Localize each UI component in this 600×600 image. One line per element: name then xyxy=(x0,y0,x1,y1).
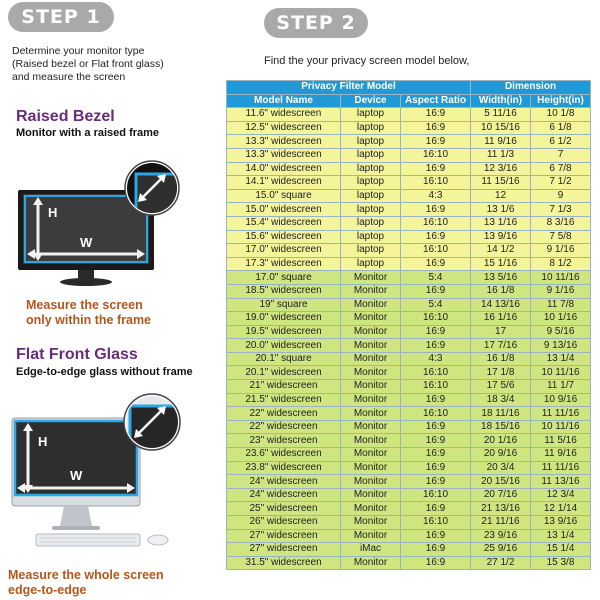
table-row xyxy=(227,216,591,230)
cell-model-name: 19.5" widescreen xyxy=(227,325,341,339)
table-row xyxy=(227,516,591,530)
cell-aspect-ratio: 16:9 xyxy=(401,556,471,570)
cell-width: 20 3/4 xyxy=(471,461,531,475)
cell-width: 18 3/4 xyxy=(471,393,531,407)
cell-height: 11 7/8 xyxy=(531,298,591,312)
cell-aspect-ratio: 16:10 xyxy=(401,516,471,530)
cell-aspect-ratio: 16:9 xyxy=(401,448,471,462)
cell-device: Monitor xyxy=(341,339,401,353)
cell-aspect-ratio: 16:10 xyxy=(401,148,471,162)
table-row xyxy=(227,284,591,298)
cell-height: 10 1/16 xyxy=(531,312,591,326)
cell-aspect-ratio: 16:9 xyxy=(401,393,471,407)
cell-aspect-ratio: 16:9 xyxy=(401,543,471,557)
cell-aspect-ratio: 16:10 xyxy=(401,312,471,326)
cell-aspect-ratio: 16:9 xyxy=(401,502,471,516)
flat-glass-monitor-illustration xyxy=(8,392,188,557)
cell-device: laptop xyxy=(341,257,401,271)
cell-device: laptop xyxy=(341,230,401,244)
cell-model-name: 22" widescreen xyxy=(227,407,341,421)
cell-width: 25 9/16 xyxy=(471,543,531,557)
cell-height: 10 11/16 xyxy=(531,271,591,285)
table-row xyxy=(227,448,591,462)
cell-device: Monitor xyxy=(341,366,401,380)
cell-aspect-ratio: 16:9 xyxy=(401,339,471,353)
table-row xyxy=(227,380,591,394)
cell-width: 12 3/16 xyxy=(471,162,531,176)
group-header-privacy-filter-model: Privacy Filter Model xyxy=(227,81,471,95)
table-row xyxy=(227,298,591,312)
caption-line: edge-to-edge xyxy=(8,583,87,597)
cell-width: 13 9/16 xyxy=(471,230,531,244)
cell-height: 6 1/2 xyxy=(531,135,591,149)
cell-width: 12 xyxy=(471,189,531,203)
cell-model-name: 20.1" widescreen xyxy=(227,366,341,380)
cell-height: 11 9/16 xyxy=(531,448,591,462)
cell-model-name: 31.5" widescreen xyxy=(227,556,341,570)
privacy-screen-size-table xyxy=(226,80,590,570)
cell-width: 21 11/16 xyxy=(471,516,531,530)
mouse-icon xyxy=(148,535,168,545)
cell-width: 17 7/16 xyxy=(471,339,531,353)
cell-width: 5 11/16 xyxy=(471,108,531,122)
cell-device: laptop xyxy=(341,244,401,258)
cell-height: 10 9/16 xyxy=(531,393,591,407)
cell-height: 13 9/16 xyxy=(531,516,591,530)
cell-model-name: 12.5" widescreen xyxy=(227,121,341,135)
cell-height: 10 11/16 xyxy=(531,366,591,380)
table-row xyxy=(227,475,591,489)
table-row xyxy=(227,108,591,122)
cell-device: laptop xyxy=(341,162,401,176)
cell-model-name: 15.0" square xyxy=(227,189,341,203)
raised-bezel-heading: Raised Bezel xyxy=(16,108,115,125)
cell-width: 20 15/16 xyxy=(471,475,531,489)
cell-model-name: 11.6" widescreen xyxy=(227,108,341,122)
cell-model-name: 23" widescreen xyxy=(227,434,341,448)
cell-height: 11 13/16 xyxy=(531,475,591,489)
cell-device: Monitor xyxy=(341,488,401,502)
cell-model-name: 23.8" widescreen xyxy=(227,461,341,475)
cell-aspect-ratio: 16:10 xyxy=(401,407,471,421)
cell-height: 6 7/8 xyxy=(531,162,591,176)
cell-height: 8 1/2 xyxy=(531,257,591,271)
cell-height: 7 5/8 xyxy=(531,230,591,244)
cell-width: 16 1/8 xyxy=(471,284,531,298)
cell-aspect-ratio: 16:10 xyxy=(401,244,471,258)
table-row xyxy=(227,135,591,149)
cell-device: Monitor xyxy=(341,380,401,394)
table-row xyxy=(227,407,591,421)
cell-device: laptop xyxy=(341,176,401,190)
cell-device: Monitor xyxy=(341,393,401,407)
table-row xyxy=(227,420,591,434)
cell-model-name: 14.0" widescreen xyxy=(227,162,341,176)
raised-bezel-subheading: Monitor with a raised frame xyxy=(16,127,160,139)
monitor-stand xyxy=(60,278,112,286)
cell-model-name: 24" widescreen xyxy=(227,475,341,489)
cell-model-name: 17.0" square xyxy=(227,271,341,285)
cell-device: Monitor xyxy=(341,475,401,489)
cell-aspect-ratio: 16:9 xyxy=(401,529,471,543)
cell-height: 7 xyxy=(531,148,591,162)
table-group-header-row xyxy=(227,81,591,95)
column-header-height: Height(in) xyxy=(531,94,591,108)
caption-line: only within the frame xyxy=(26,313,152,327)
cell-width: 14 13/16 xyxy=(471,298,531,312)
cell-model-name: 27" widescreen xyxy=(227,529,341,543)
cell-device: Monitor xyxy=(341,271,401,285)
cell-width: 18 11/16 xyxy=(471,407,531,421)
cell-device: laptop xyxy=(341,135,401,149)
cell-aspect-ratio: 16:10 xyxy=(401,216,471,230)
cell-aspect-ratio: 16:9 xyxy=(401,325,471,339)
table-row xyxy=(227,312,591,326)
cell-model-name: 23.6" widescreen xyxy=(227,448,341,462)
instruction-line: and measure the screen xyxy=(12,71,126,83)
cell-width: 27 1/2 xyxy=(471,556,531,570)
height-label: H xyxy=(38,434,48,449)
cell-width: 17 5/6 xyxy=(471,380,531,394)
step-1-badge: STEP 1 xyxy=(8,2,114,32)
table-body xyxy=(227,108,591,570)
instruction-line: (Raised bezel or Flat front glass) xyxy=(12,58,164,70)
cell-aspect-ratio: 4:3 xyxy=(401,189,471,203)
cell-device: Monitor xyxy=(341,325,401,339)
keyboard-icon xyxy=(36,534,140,546)
cell-width: 13 1/6 xyxy=(471,203,531,217)
cell-height: 11 11/16 xyxy=(531,461,591,475)
cell-aspect-ratio: 16:10 xyxy=(401,366,471,380)
table-row xyxy=(227,366,591,380)
table-row xyxy=(227,244,591,258)
table-row xyxy=(227,271,591,285)
cell-height: 15 1/4 xyxy=(531,543,591,557)
column-header-device: Device xyxy=(341,94,401,108)
table-row xyxy=(227,488,591,502)
cell-aspect-ratio: 16:9 xyxy=(401,230,471,244)
cell-model-name: 14.1" widescreen xyxy=(227,176,341,190)
table-row xyxy=(227,502,591,516)
table-row xyxy=(227,434,591,448)
cell-height: 9 13/16 xyxy=(531,339,591,353)
cell-device: Monitor xyxy=(341,434,401,448)
width-label: W xyxy=(70,468,83,483)
table-row xyxy=(227,230,591,244)
cell-device: Monitor xyxy=(341,502,401,516)
caption-line: Measure the screen xyxy=(26,298,143,312)
cell-device: Monitor xyxy=(341,516,401,530)
cell-width: 10 15/16 xyxy=(471,121,531,135)
cell-device: Monitor xyxy=(341,352,401,366)
cell-width: 17 xyxy=(471,325,531,339)
cell-device: Monitor xyxy=(341,298,401,312)
cell-device: Monitor xyxy=(341,420,401,434)
cell-model-name: 22" widescreen xyxy=(227,420,341,434)
cell-aspect-ratio: 16:9 xyxy=(401,135,471,149)
table-row xyxy=(227,176,591,190)
cell-model-name: 13.3" widescreen xyxy=(227,148,341,162)
caption-line: Measure the whole screen xyxy=(8,568,164,582)
cell-model-name: 20.0" widescreen xyxy=(227,339,341,353)
table-row xyxy=(227,556,591,570)
cell-height: 15 3/8 xyxy=(531,556,591,570)
cell-model-name: 19" square xyxy=(227,298,341,312)
width-label: W xyxy=(80,235,93,250)
cell-device: laptop xyxy=(341,108,401,122)
instruction-line: Determine your monitor type xyxy=(12,45,145,57)
cell-aspect-ratio: 5:4 xyxy=(401,271,471,285)
cell-model-name: 15.4" widescreen xyxy=(227,216,341,230)
monitor-screen xyxy=(15,421,137,495)
cell-width: 20 9/16 xyxy=(471,448,531,462)
table-row xyxy=(227,393,591,407)
cell-width: 13 1/16 xyxy=(471,216,531,230)
cell-height: 11 11/16 xyxy=(531,407,591,421)
step-2-instructions: Find the your privacy screen model below, xyxy=(264,55,470,67)
table-column-header-row xyxy=(227,94,591,108)
cell-height: 10 1/8 xyxy=(531,108,591,122)
cell-model-name: 24" widescreen xyxy=(227,488,341,502)
cell-height: 12 1/14 xyxy=(531,502,591,516)
cell-device: Monitor xyxy=(341,529,401,543)
raised-bezel-monitor-illustration xyxy=(14,160,186,290)
cell-aspect-ratio: 16:10 xyxy=(401,488,471,502)
cell-width: 16 1/8 xyxy=(471,352,531,366)
cell-model-name: 21" widescreen xyxy=(227,380,341,394)
table-row xyxy=(227,529,591,543)
cell-device: Monitor xyxy=(341,448,401,462)
step-1-instructions xyxy=(12,45,222,84)
cell-aspect-ratio: 16:9 xyxy=(401,162,471,176)
table-row xyxy=(227,121,591,135)
cell-device: Monitor xyxy=(341,407,401,421)
cell-width: 20 7/16 xyxy=(471,488,531,502)
cell-aspect-ratio: 16:10 xyxy=(401,176,471,190)
height-label: H xyxy=(48,205,58,220)
cell-height: 7 1/3 xyxy=(531,203,591,217)
cell-width: 20 1/16 xyxy=(471,434,531,448)
cell-width: 18 15/16 xyxy=(471,420,531,434)
table-row xyxy=(227,461,591,475)
table-row xyxy=(227,189,591,203)
cell-device: laptop xyxy=(341,148,401,162)
cell-width: 14 1/2 xyxy=(471,244,531,258)
cell-height: 11 5/16 xyxy=(531,434,591,448)
cell-aspect-ratio: 16:9 xyxy=(401,434,471,448)
cell-aspect-ratio: 16:9 xyxy=(401,121,471,135)
group-header-dimension: Dimension xyxy=(471,81,591,95)
table-row xyxy=(227,148,591,162)
cell-aspect-ratio: 16:9 xyxy=(401,420,471,434)
cell-height: 10 11/16 xyxy=(531,420,591,434)
cell-height: 9 1/16 xyxy=(531,284,591,298)
table-row xyxy=(227,325,591,339)
cell-aspect-ratio: 16:9 xyxy=(401,461,471,475)
cell-height: 12 3/4 xyxy=(531,488,591,502)
cell-aspect-ratio: 16:9 xyxy=(401,257,471,271)
cell-height: 8 3/16 xyxy=(531,216,591,230)
cell-height: 9 1/16 xyxy=(531,244,591,258)
column-header-aspect-ratio: Aspect Ratio xyxy=(401,94,471,108)
table-row xyxy=(227,339,591,353)
table-row xyxy=(227,543,591,557)
cell-height: 9 xyxy=(531,189,591,203)
cell-aspect-ratio: 16:9 xyxy=(401,284,471,298)
cell-aspect-ratio: 16:9 xyxy=(401,203,471,217)
cell-device: iMac xyxy=(341,543,401,557)
cell-device: Monitor xyxy=(341,556,401,570)
cell-width: 11 15/16 xyxy=(471,176,531,190)
table-row xyxy=(227,352,591,366)
cell-model-name: 18.5" widescreen xyxy=(227,284,341,298)
cell-height: 13 1/4 xyxy=(531,352,591,366)
cell-height: 7 1/2 xyxy=(531,176,591,190)
cell-height: 6 1/8 xyxy=(531,121,591,135)
cell-height: 11 1/7 xyxy=(531,380,591,394)
cell-aspect-ratio: 5:4 xyxy=(401,298,471,312)
monitor-stand xyxy=(52,526,100,530)
flat-front-glass-heading: Flat Front Glass xyxy=(16,346,138,363)
cell-width: 23 9/16 xyxy=(471,529,531,543)
cell-device: laptop xyxy=(341,189,401,203)
cell-aspect-ratio: 4:3 xyxy=(401,352,471,366)
cell-width: 11 9/16 xyxy=(471,135,531,149)
cell-height: 9 5/16 xyxy=(531,325,591,339)
table-row xyxy=(227,162,591,176)
cell-model-name: 19.0" widescreen xyxy=(227,312,341,326)
cell-model-name: 15.0" widescreen xyxy=(227,203,341,217)
cell-model-name: 17.0" widescreen xyxy=(227,244,341,258)
cell-device: laptop xyxy=(341,121,401,135)
cell-width: 17 1/8 xyxy=(471,366,531,380)
cell-model-name: 20.1" square xyxy=(227,352,341,366)
table-row xyxy=(227,257,591,271)
cell-width: 13 5/16 xyxy=(471,271,531,285)
cell-device: Monitor xyxy=(341,461,401,475)
cell-width: 15 1/16 xyxy=(471,257,531,271)
cell-height: 13 1/4 xyxy=(531,529,591,543)
cell-model-name: 21.5" widescreen xyxy=(227,393,341,407)
raised-bezel-caption xyxy=(26,298,151,328)
flat-front-glass-caption xyxy=(8,568,164,598)
flat-front-glass-subheading: Edge-to-edge glass without frame xyxy=(16,366,193,378)
cell-device: laptop xyxy=(341,203,401,217)
cell-aspect-ratio: 16:9 xyxy=(401,475,471,489)
cell-aspect-ratio: 16:10 xyxy=(401,380,471,394)
cell-aspect-ratio: 16:9 xyxy=(401,108,471,122)
column-header-model-name: Model Name xyxy=(227,94,341,108)
cell-model-name: 13.3" widescreen xyxy=(227,135,341,149)
cell-width: 11 1/3 xyxy=(471,148,531,162)
cell-width: 16 1/16 xyxy=(471,312,531,326)
cell-device: Monitor xyxy=(341,312,401,326)
cell-model-name: 15.6" widescreen xyxy=(227,230,341,244)
cell-model-name: 26" widescreen xyxy=(227,516,341,530)
column-header-width: Width(in) xyxy=(471,94,531,108)
cell-model-name: 17.3" widescreen xyxy=(227,257,341,271)
step-2-badge: STEP 2 xyxy=(264,8,368,38)
table-row xyxy=(227,203,591,217)
cell-device: Monitor xyxy=(341,284,401,298)
cell-width: 21 13/16 xyxy=(471,502,531,516)
cell-model-name: 27" widescreen xyxy=(227,543,341,557)
cell-model-name: 25" widescreen xyxy=(227,502,341,516)
cell-device: laptop xyxy=(341,216,401,230)
